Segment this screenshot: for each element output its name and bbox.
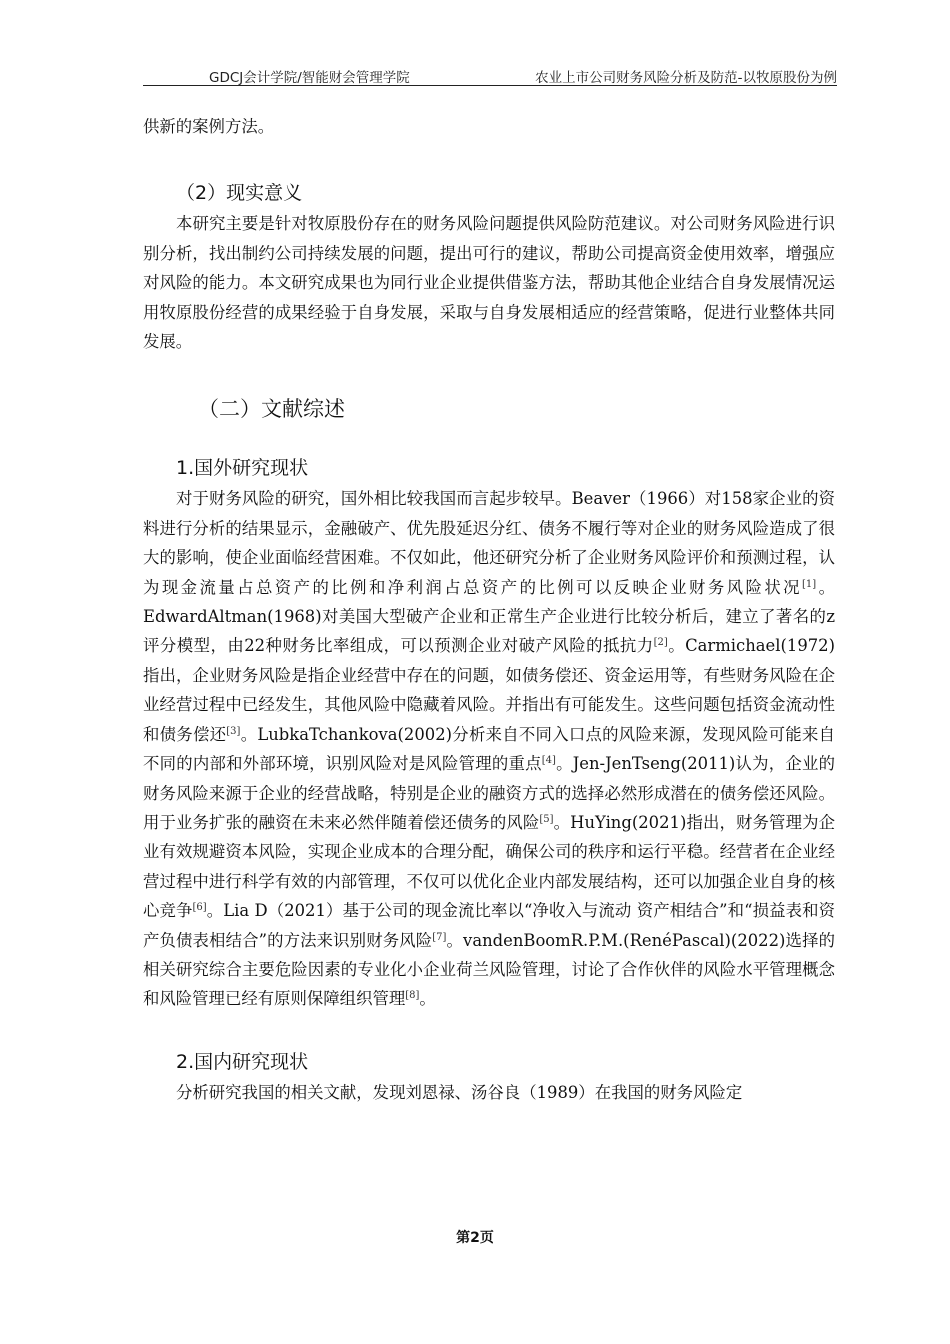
citation-ref: [1] (802, 578, 817, 590)
section-heading-foreign-research: 1.国外研究现状 (176, 457, 309, 480)
paragraph-text: 。 (419, 989, 436, 1009)
paragraph-text: 。Carmichael(1972) 指出，企业财务风险是指企业经营中存在的问题，如债务偿还、资金运用等，有些财务风险在企业经营过程中已经发生，其他风险中隐藏着风险。并指出有可能发生。这些问题包括资金流动性和债务偿还 (143, 636, 836, 744)
page-header (143, 62, 837, 84)
paragraph-text: 对于财务风险的研究，国外相比较我国而言起步较早。Beaver（1966）对158家企业的资料进行分析的结果显示，金融破产、优先股延迟分红、债务不履行等对企业的财务风险造成了很大的影响，使企业面临经营困难。不仅如此，他还研究分析了企业财务风险评价和预测过程，认为现金流量占总资产的比例和净利润占总资产的比例可以反映企业财务风险状况 (143, 489, 835, 597)
citation-ref: [2] (653, 637, 668, 649)
continuation-paragraph: 供新的案例方法。 (143, 117, 275, 136)
section-heading-practical-significance: （2）现实意义 (176, 182, 303, 205)
paragraph-text: 。LubkaTchankova(2002)分析来自不同入口点的风险来源，发现风险可能来自不同的内部和外部环境，识别风险对是风险管理的重点 (143, 724, 836, 774)
page-body (143, 112, 835, 1107)
paragraph-text: 。EdwardAltman(1968)对美国大型破产企业和正常生产企业进行比较分析后，建立了著名的z评分模型，由22种财务比率组成，可以预测企业对破产风险的抵抗力 (143, 577, 836, 656)
citation-ref: [6] (192, 902, 207, 914)
citation-ref: [5] (539, 813, 554, 825)
header-thesis-title: 农业上市公司财务风险分析及防范-以牧原股份为例 (535, 70, 837, 86)
citation-ref: [4] (541, 755, 556, 767)
paragraph-text: 。vandenBoomR.P.M.(RenéPascal)(2022)选择的相关研究综合主要危险因素的专业化小企业荷兰风险管理，讨论了合作伙伴的风险水平管理概念和风险管理已经有原则保障组织管理 (143, 930, 835, 1009)
page-number: 第2页 (456, 1230, 494, 1246)
header-divider (143, 85, 837, 86)
paragraph-text: 。Jen-JenTseng(2011)认为，企业的财务风险来源于企业的经营战略，特别是企业的融资方式的选择必然形成潜在的债务偿还风险。用于业务扩张的融资在未来必然伴随着偿还债务的风险 (143, 754, 835, 832)
section-heading-domestic-research: 2.国内研究现状 (176, 1050, 309, 1073)
citation-ref: [7] (432, 931, 447, 943)
header-institution: GDCJ会计学院/智能财会管理学院 (209, 70, 410, 86)
paragraph-text: 。HuYing(2021)指出，财务管理为企业有效规避资本风险，实现企业成本的合理分配，确保公司的秩序和运行平稳。经营者在企业经营过程中进行科学有效的内部管理，不仅可以优化企业内部发展结构，还可以加强企业自身的核心竞争 (143, 812, 835, 921)
domestic-research-paragraph: 分析研究我国的相关文献，发现刘恩禄、汤谷良（1989）在我国的财务风险定 (176, 1082, 743, 1102)
foreign-research-paragraph (143, 484, 835, 1013)
practical-significance-paragraph: 本研究主要是针对牧原股份存在的财务风险问题提供风险防范建议。对公司财务风险进行识别分析，找出制约公司持续发展的问题，提出可行的建议，帮助公司提高资金使用效率，增强应对风险的能力。本文研究成果也为同行业企业提供借鉴方法，帮助其他企业结合自身发展情况运用牧原股份经营的成果经验于自身发展，采取与自身发展相适应的经营策略，促进行业整体共同发展。 (143, 214, 835, 352)
chapter-heading-literature-review: （二）文献综述 (198, 397, 345, 422)
citation-ref: [3] (226, 725, 241, 737)
paragraph-text: 。Lia D（2021）基于公司的现金流比率以“净收入与流动 资产相结合”和“损益表和资产负债表相结合”的方法来识别财务风险 (143, 901, 835, 950)
citation-ref: [8] (405, 990, 420, 1002)
